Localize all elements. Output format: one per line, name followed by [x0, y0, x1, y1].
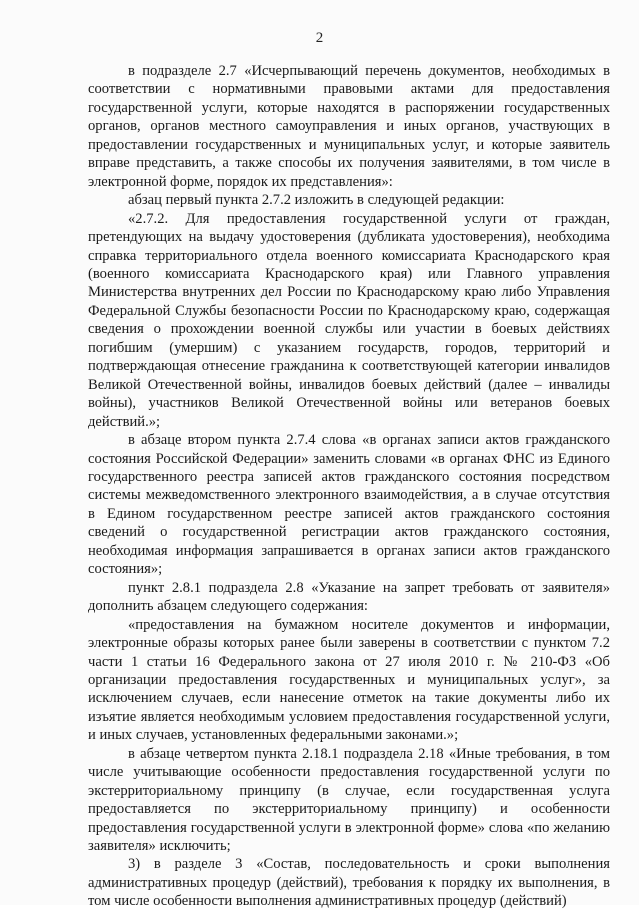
page-number: 2 [315, 30, 324, 46]
paragraph-8: 3) в разделе 3 «Состав, последовательность и сроки выполнения административных процедур (действий), требования к порядку их выполнения, в том числе особенности выполнения административных процедур (действий) [88, 856, 610, 910]
paragraph-2: абзац первый пункта 2.7.2 изложить в следующей редакции: [128, 192, 505, 209]
paragraph-4: в абзаце втором пункта 2.7.4 слова «в органах записи актов гражданского состояния Российской Федерации» заменить словами «в органах ФНС из Единого государственного реестра записей актов гражданского состояния посредством системы межведомственного электронного взаимодействия, а в случае отсутствия в Едином государственном реестре записей актов гражданского состояния сведений о государственной регистрации актов гражданского состояния, необходимая информация запрашивается в органах записи актов гражданского состояния»; [88, 432, 610, 578]
paragraph-3: «2.7.2. Для предоставления государственной услуги от граждан, претендующих на выдачу удостоверения (дубликата удостоверения), необходима справка территориального отдела военного комиссариата Краснодарского края (военного комиссариата Краснодарского края) или Главного управления Министерства внутренних дел России по Краснодарскому краю либо Управления Федеральной Службы безопасности России по Краснодарскому краю, содержащая сведения о прохождении военной службы или участии в боевых действиях погибшим (умершим) с указанием государств, городов, территорий и подтверждающая отнесение гражданина к соответствующей категории инвалидов Великой Отечественной войны, инвалидов боевых действий (далее – инвалиды войны), участников Великой Отечественной войны или ветеранов боевых действий.»; [88, 210, 610, 430]
paragraph-1: в подразделе 2.7 «Исчерпывающий перечень документов, необходимых в соответствии с нормативными правовыми актами для предоставления государственной услуги, которые находятся в распоряжении государственных органов, органов местного самоуправления и иных органов, участвующих в предоставлении государственных и муниципальных услуг, и которые заявитель вправе представить, а также способы их получения заявителями, в том числе в электронной форме, порядок их представления»: [88, 63, 610, 190]
document-body [88, 62, 610, 911]
paragraph-6: «предоставления на бумажном носителе документов и информации, электронные образы которых ранее были заверены в соответствии с пунктом 7.2 части 1 статьи 16 Федерального закона от 27 июля 2010 г. № 210-ФЗ «Об организации предоставления государственных и муниципальных услуг», за исключением случаев, если нанесение отметок на такие документы либо их изъятие является необходимым условием предоставления государственной услуги, и иных случаев, установленных федеральными законами.»; [88, 616, 610, 744]
paragraph-7: в абзаце четвертом пункта 2.18.1 подраздела 2.18 «Иные требования, в том числе учитывающие особенности предоставления государственной услуги по экстерриториальному принципу (в случае, если государственная услуга предоставляется по экстерриториальному принципу) и особенности предоставления государственной услуги в электронной форме» слова «по желанию заявителя» исключить; [88, 745, 610, 855]
paragraph-5: пункт 2.8.1 подраздела 2.8 «Указание на запрет требовать от заявителя» дополнить абзацем следующего содержания: [88, 579, 610, 615]
